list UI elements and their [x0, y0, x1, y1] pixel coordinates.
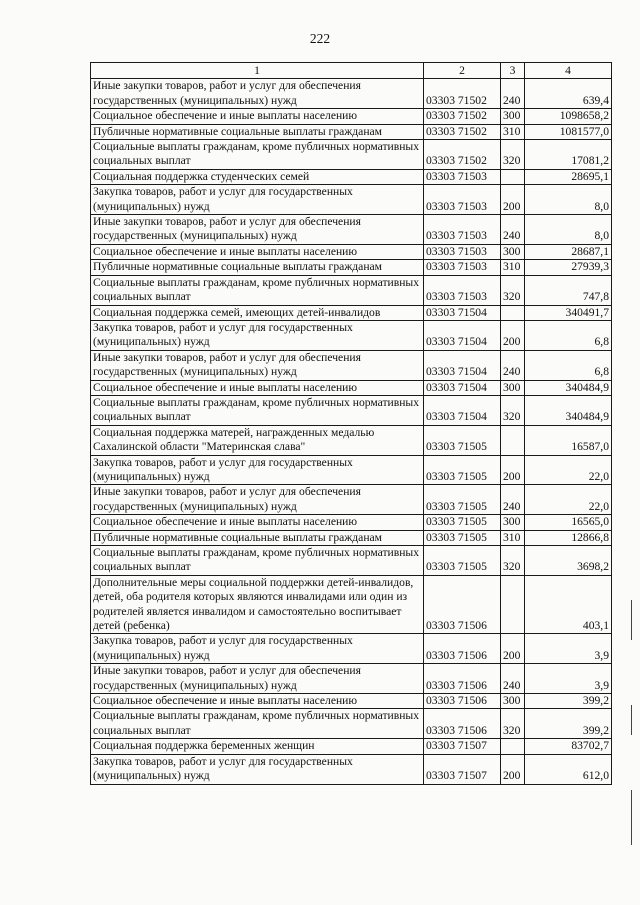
table-row — [91, 124, 612, 139]
row-code-cell: 03303 71506 — [424, 664, 501, 694]
row-code-cell: 03303 71503 — [424, 215, 501, 245]
row-code-cell: 03303 71503 — [424, 169, 501, 184]
table-row — [91, 244, 612, 259]
scan-edge-mark — [631, 790, 632, 845]
row-amount-cell: 399,2 — [525, 709, 612, 739]
table-row — [91, 350, 612, 380]
row-name-cell: Социальная поддержка студенческих семей — [91, 169, 424, 184]
table-row — [91, 754, 612, 784]
row-type-cell: 310 — [501, 124, 525, 139]
row-type-cell: 240 — [501, 215, 525, 245]
row-name-cell: Социальные выплаты гражданам, кроме публичных нормативных социальных выплат — [91, 709, 424, 739]
row-name-cell: Публичные нормативные социальные выплаты гражданам — [91, 530, 424, 545]
table-row — [91, 739, 612, 754]
row-type-cell: 300 — [501, 109, 525, 124]
row-type-cell: 310 — [501, 260, 525, 275]
row-amount-cell: 3698,2 — [525, 546, 612, 576]
row-amount-cell: 3,9 — [525, 664, 612, 694]
row-type-cell: 310 — [501, 530, 525, 545]
row-amount-cell: 6,8 — [525, 320, 612, 350]
row-code-cell: 03303 71505 — [424, 425, 501, 455]
row-type-cell: 300 — [501, 515, 525, 530]
row-amount-cell: 8,0 — [525, 185, 612, 215]
row-code-cell: 03303 71506 — [424, 694, 501, 709]
row-name-cell: Иные закупки товаров, работ и услуг для обеспечения государственных (муниципальных) нужд — [91, 485, 424, 515]
row-type-cell: 300 — [501, 244, 525, 259]
table-row — [91, 109, 612, 124]
table-row — [91, 140, 612, 170]
row-code-cell: 03303 71502 — [424, 109, 501, 124]
row-code-cell: 03303 71507 — [424, 754, 501, 784]
row-type-cell — [501, 305, 525, 320]
column-header-amount: 4 — [525, 63, 612, 79]
row-type-cell: 200 — [501, 320, 525, 350]
row-code-cell: 03303 71502 — [424, 140, 501, 170]
row-type-cell — [501, 425, 525, 455]
row-code-cell: 03303 71502 — [424, 79, 501, 109]
table-row — [91, 664, 612, 694]
row-type-cell: 200 — [501, 634, 525, 664]
row-code-cell: 03303 71505 — [424, 530, 501, 545]
row-name-cell: Публичные нормативные социальные выплаты гражданам — [91, 124, 424, 139]
row-amount-cell: 28695,1 — [525, 169, 612, 184]
row-type-cell: 320 — [501, 140, 525, 170]
row-amount-cell: 340484,9 — [525, 395, 612, 425]
row-name-cell: Иные закупки товаров, работ и услуг для обеспечения государственных (муниципальных) нужд — [91, 79, 424, 109]
budget-table — [90, 62, 612, 785]
row-amount-cell: 639,4 — [525, 79, 612, 109]
row-amount-cell: 747,8 — [525, 275, 612, 305]
table-row — [91, 395, 612, 425]
row-type-cell: 240 — [501, 79, 525, 109]
row-amount-cell: 17081,2 — [525, 140, 612, 170]
row-code-cell: 03303 71503 — [424, 185, 501, 215]
row-code-cell: 03303 71505 — [424, 546, 501, 576]
table-row — [91, 185, 612, 215]
table-row — [91, 634, 612, 664]
row-code-cell: 03303 71505 — [424, 485, 501, 515]
row-code-cell: 03303 71503 — [424, 260, 501, 275]
table-row — [91, 694, 612, 709]
row-type-cell: 200 — [501, 455, 525, 485]
table-row — [91, 546, 612, 576]
row-name-cell: Социальное обеспечение и иные выплаты населению — [91, 244, 424, 259]
row-type-cell: 200 — [501, 754, 525, 784]
table-row — [91, 320, 612, 350]
table-row — [91, 260, 612, 275]
row-type-cell: 240 — [501, 664, 525, 694]
table-row — [91, 530, 612, 545]
row-type-cell: 300 — [501, 694, 525, 709]
row-code-cell: 03303 71505 — [424, 455, 501, 485]
row-amount-cell: 1081577,0 — [525, 124, 612, 139]
row-amount-cell: 22,0 — [525, 485, 612, 515]
column-header-type: 3 — [501, 63, 525, 79]
table-header-row — [91, 63, 612, 79]
row-name-cell: Иные закупки товаров, работ и услуг для обеспечения государственных (муниципальных) нужд — [91, 215, 424, 245]
row-name-cell: Иные закупки товаров, работ и услуг для обеспечения государственных (муниципальных) нужд — [91, 350, 424, 380]
row-amount-cell: 6,8 — [525, 350, 612, 380]
row-code-cell: 03303 71506 — [424, 634, 501, 664]
table-row — [91, 380, 612, 395]
row-name-cell: Закупка товаров, работ и услуг для государственных (муниципальных) нужд — [91, 185, 424, 215]
row-name-cell: Социальное обеспечение и иные выплаты населению — [91, 109, 424, 124]
table-row — [91, 515, 612, 530]
table-row — [91, 275, 612, 305]
row-type-cell: 200 — [501, 185, 525, 215]
scan-edge-mark — [631, 705, 632, 735]
table-row — [91, 169, 612, 184]
row-name-cell: Закупка товаров, работ и услуг для государственных (муниципальных) нужд — [91, 320, 424, 350]
row-amount-cell: 403,1 — [525, 575, 612, 634]
column-header-code: 2 — [424, 63, 501, 79]
table-row — [91, 575, 612, 634]
row-name-cell: Социальное обеспечение и иные выплаты населению — [91, 515, 424, 530]
row-type-cell — [501, 169, 525, 184]
row-name-cell: Социальная поддержка матерей, награжденных медалью Сахалинской области "Материнская слава" — [91, 425, 424, 455]
row-code-cell: 03303 71506 — [424, 575, 501, 634]
row-name-cell: Закупка товаров, работ и услуг для государственных (муниципальных) нужд — [91, 634, 424, 664]
row-code-cell: 03303 71504 — [424, 395, 501, 425]
row-amount-cell: 340484,9 — [525, 380, 612, 395]
row-amount-cell: 8,0 — [525, 215, 612, 245]
row-code-cell: 03303 71504 — [424, 350, 501, 380]
row-amount-cell: 83702,7 — [525, 739, 612, 754]
row-type-cell — [501, 739, 525, 754]
row-name-cell: Иные закупки товаров, работ и услуг для обеспечения государственных (муниципальных) нужд — [91, 664, 424, 694]
row-code-cell: 03303 71504 — [424, 305, 501, 320]
table-row — [91, 215, 612, 245]
row-name-cell: Социальные выплаты гражданам, кроме публичных нормативных социальных выплат — [91, 275, 424, 305]
row-name-cell: Социальная поддержка семей, имеющих детей-инвалидов — [91, 305, 424, 320]
row-code-cell: 03303 71504 — [424, 320, 501, 350]
row-name-cell: Социальная поддержка беременных женщин — [91, 739, 424, 754]
row-name-cell: Социальные выплаты гражданам, кроме публичных нормативных социальных выплат — [91, 140, 424, 170]
row-amount-cell: 22,0 — [525, 455, 612, 485]
table-row — [91, 709, 612, 739]
row-name-cell: Дополнительные меры социальной поддержки детей-инвалидов, детей, оба родителя которых являются инвалидами или один из родителей является инвалидом и самостоятельно воспитывает детей (ребенка) — [91, 575, 424, 634]
row-type-cell: 240 — [501, 485, 525, 515]
row-code-cell: 03303 71503 — [424, 244, 501, 259]
row-code-cell: 03303 71506 — [424, 709, 501, 739]
table-row — [91, 305, 612, 320]
row-name-cell: Социальное обеспечение и иные выплаты населению — [91, 694, 424, 709]
table-row — [91, 455, 612, 485]
row-amount-cell: 16565,0 — [525, 515, 612, 530]
table-row — [91, 425, 612, 455]
row-amount-cell: 28687,1 — [525, 244, 612, 259]
row-code-cell: 03303 71507 — [424, 739, 501, 754]
row-type-cell: 320 — [501, 275, 525, 305]
row-amount-cell: 27939,3 — [525, 260, 612, 275]
row-type-cell — [501, 575, 525, 634]
row-name-cell: Закупка товаров, работ и услуг для государственных (муниципальных) нужд — [91, 754, 424, 784]
table-row — [91, 79, 612, 109]
row-amount-cell: 399,2 — [525, 694, 612, 709]
row-name-cell: Социальные выплаты гражданам, кроме публичных нормативных социальных выплат — [91, 546, 424, 576]
row-type-cell: 320 — [501, 709, 525, 739]
table-row — [91, 485, 612, 515]
row-name-cell: Закупка товаров, работ и услуг для государственных (муниципальных) нужд — [91, 455, 424, 485]
row-name-cell: Социальные выплаты гражданам, кроме публичных нормативных социальных выплат — [91, 395, 424, 425]
row-type-cell: 320 — [501, 395, 525, 425]
column-header-name: 1 — [91, 63, 424, 79]
page-number: 222 — [309, 31, 331, 46]
row-amount-cell: 1098658,2 — [525, 109, 612, 124]
row-amount-cell: 3,9 — [525, 634, 612, 664]
scan-edge-mark — [631, 600, 632, 640]
row-type-cell: 320 — [501, 546, 525, 576]
row-amount-cell: 340491,7 — [525, 305, 612, 320]
row-code-cell: 03303 71504 — [424, 380, 501, 395]
row-amount-cell: 612,0 — [525, 754, 612, 784]
row-code-cell: 03303 71502 — [424, 124, 501, 139]
row-name-cell: Социальное обеспечение и иные выплаты населению — [91, 380, 424, 395]
row-name-cell: Публичные нормативные социальные выплаты гражданам — [91, 260, 424, 275]
row-code-cell: 03303 71505 — [424, 515, 501, 530]
row-code-cell: 03303 71503 — [424, 275, 501, 305]
row-amount-cell: 12866,8 — [525, 530, 612, 545]
row-type-cell: 300 — [501, 380, 525, 395]
row-type-cell: 240 — [501, 350, 525, 380]
row-amount-cell: 16587,0 — [525, 425, 612, 455]
